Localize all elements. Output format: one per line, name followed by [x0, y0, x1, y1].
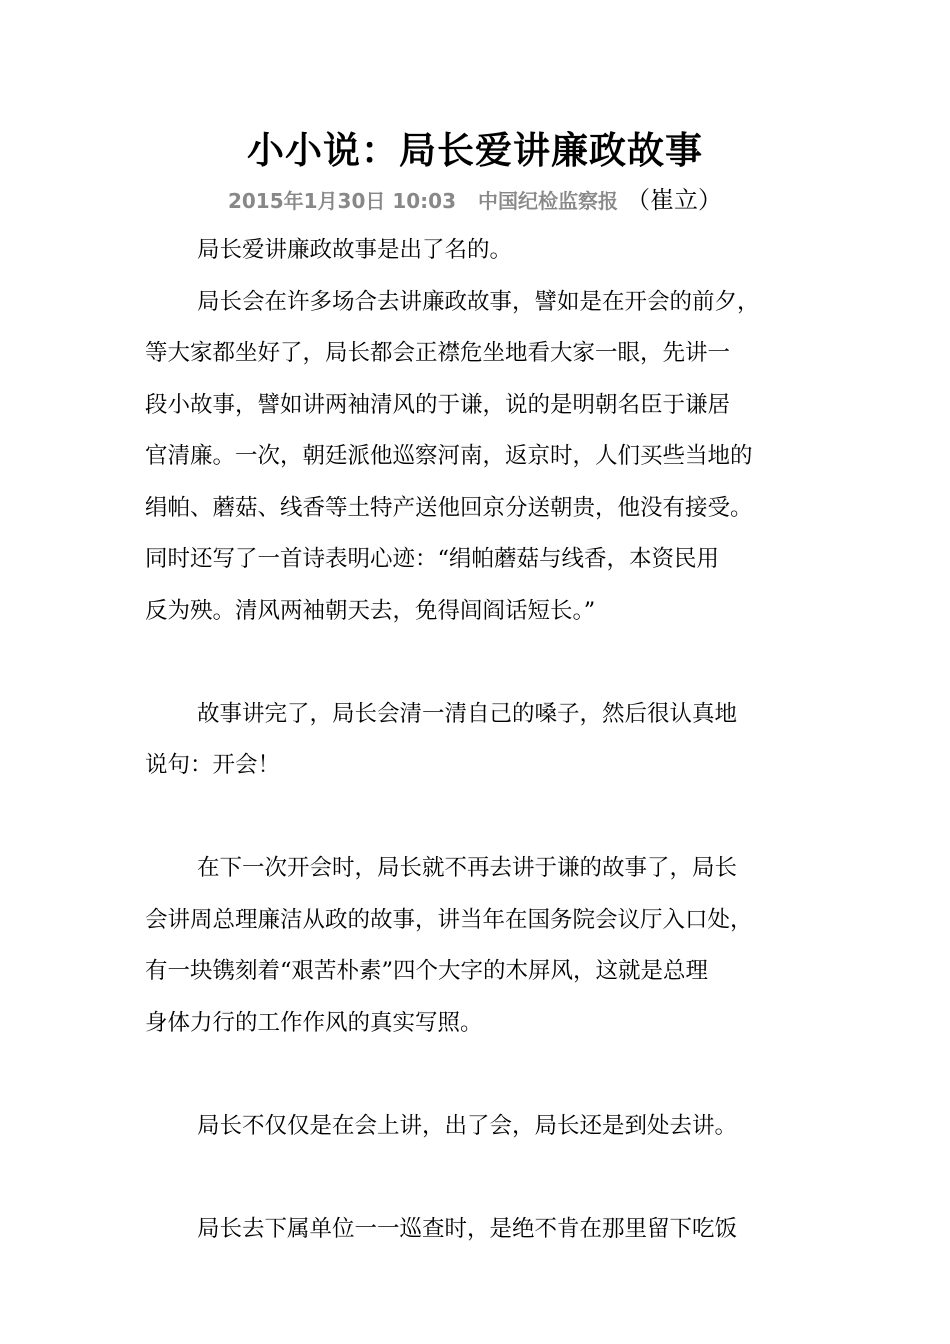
paragraph — [145, 1204, 825, 1256]
paragraph-line: 绢帕、蘑菇、线香等土特产送他回京分送朝贵，他没有接受。 — [145, 494, 753, 521]
paragraph-line: 段小故事，譬如讲两袖清风的于谦，说的是明朝名臣于谦居 — [145, 391, 731, 418]
paragraph-line: 等大家都坐好了，局长都会正襟危坐地看大家一眼，先讲一 — [145, 340, 731, 366]
paragraph-line: 官清廉。一次，朝廷派他巡察河南，返京时，人们买些当地的 — [145, 443, 753, 469]
paragraph — [145, 689, 825, 792]
paragraph-line: 会讲周总理廉洁从政的故事，讲当年在国务院会议厅入口处， — [145, 906, 753, 933]
paragraph — [145, 225, 825, 277]
paragraph-line: 在下一次开会时，局长就不再去讲于谦的故事了，局长 — [197, 855, 738, 881]
article-body — [145, 225, 825, 1255]
article-title: 小小说：局长爱讲廉政故事 — [247, 128, 703, 172]
paragraph-line: 局长爱讲廉政故事是出了名的。 — [197, 237, 513, 263]
article-meta — [0, 182, 950, 219]
paragraph-line: 说句：开会！ — [145, 752, 281, 778]
paragraph-line: 同时还写了一首诗表明心迹：“绢帕蘑菇与线香，本资民用 — [145, 546, 720, 572]
author-name: （崔立） — [626, 186, 723, 214]
paragraph-spacer — [145, 792, 825, 844]
paragraph-line: 故事讲完了，局长会清一清自己的嗓子，然后很认真地 — [197, 700, 738, 727]
publication-source: 中国纪检监察报 — [478, 189, 619, 213]
paragraph-spacer — [145, 1049, 825, 1101]
paragraph-line: 局长不仅仅是在会上讲，出了会，局长还是到处去讲。 — [197, 1112, 738, 1139]
paragraph-line: 反为殃。清风两袖朝天去，免得闾阎话短长。” — [145, 597, 596, 624]
paragraph-line: 有一块镌刻着“艰苦朴素”四个大字的木屏风，这就是总理 — [145, 958, 709, 984]
paragraph — [145, 843, 825, 1049]
paragraph-spacer — [145, 1152, 825, 1204]
publish-date: 2015年1月30日 10:03 — [227, 189, 457, 213]
paragraph — [145, 277, 825, 638]
paragraph-spacer — [145, 637, 825, 689]
paragraph-line: 局长去下属单位一一巡查时，是绝不肯在那里留下吃饭 — [197, 1215, 738, 1242]
paragraph-line: 局长会在许多场合去讲廉政故事，譬如是在开会的前夕， — [197, 288, 760, 315]
paragraph — [145, 1101, 825, 1153]
paragraph-line: 身体力行的工作作风的真实写照。 — [145, 1009, 483, 1036]
